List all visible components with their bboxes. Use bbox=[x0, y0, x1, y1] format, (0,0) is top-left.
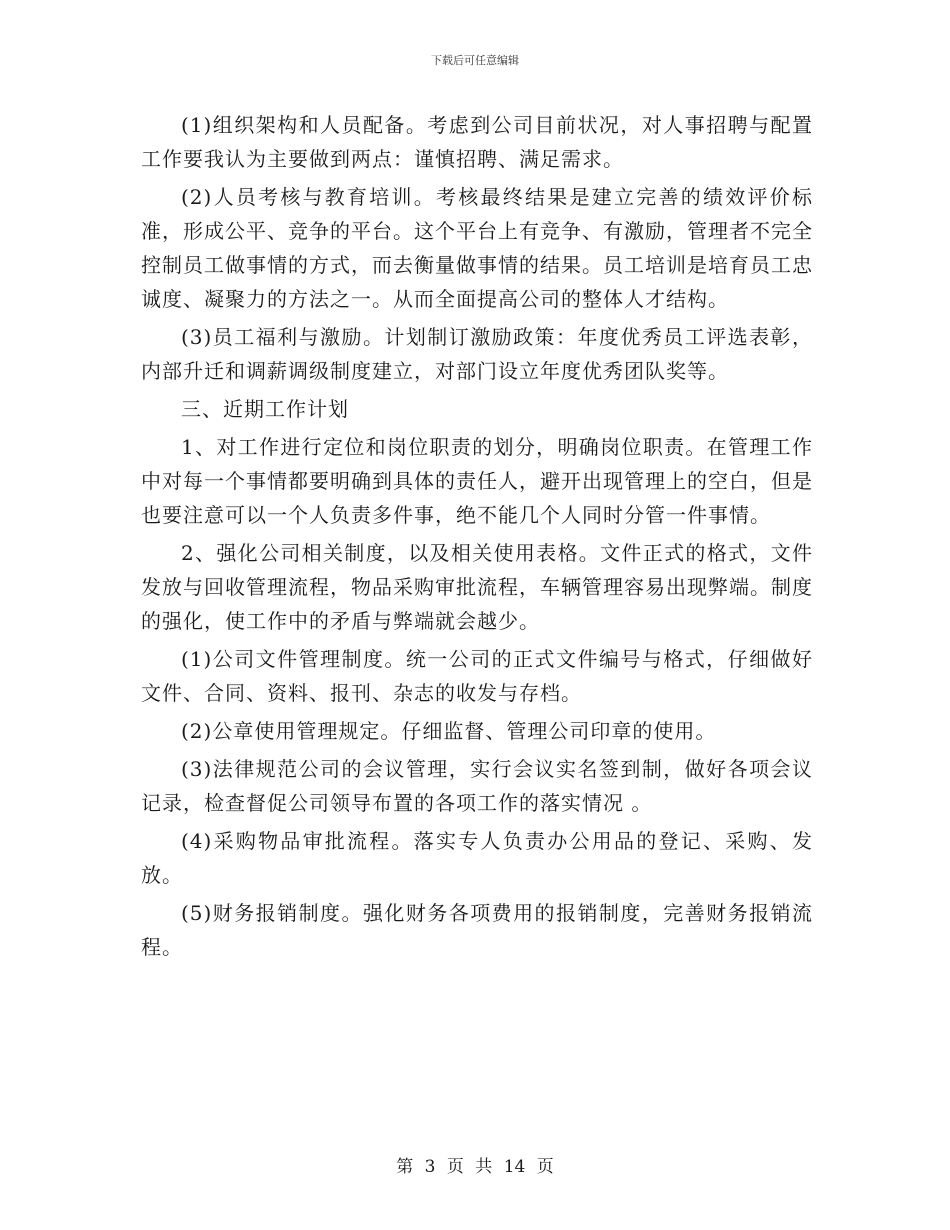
paragraph-procurement-approval: (4)采购物品审批流程。落实专人负责办公用品的登记、采购、发放。 bbox=[141, 829, 813, 887]
paragraph-assessment-training: (2)人员考核与教育培训。考核最终结果是建立完善的绩效评价标准，形成公平、竞争的平台。这个平台上有竞争、有激励，管理者不完全控制员工做事情的方式，而去衡量做事情的结果。员工培训是培育员工忠诚度、凝聚力的方法之一。从而全面提高公司的整体人才结构。 bbox=[141, 185, 813, 311]
paragraph-seal-usage: (2)公章使用管理规定。仔细监督、管理公司印章的使用。 bbox=[181, 719, 717, 743]
page-header: 下载后可任意编辑 bbox=[431, 54, 519, 67]
page-number: 第 3 页 共 14 页 bbox=[396, 1157, 554, 1177]
paragraph-finance-reimbursement: (5)财务报销制度。强化财务各项费用的报销制度，完善财务报销流程。 bbox=[141, 901, 813, 959]
paragraph-strengthen-systems: 2、强化公司相关制度，以及相关使用表格。文件正式的格式，文件发放与回收管理流程，物品采购审批流程，车辆管理容易出现弊端。制度的强化，使工作中的矛盾与弊端就会越少。 bbox=[141, 541, 813, 633]
paragraph-welfare-incentive: (3)员工福利与激励。计划制订激励政策：年度优秀员工评选表彰，内部升迁和调薪调级制度建立，对部门设立年度优秀团队奖等。 bbox=[141, 325, 813, 383]
paragraph-document-management: (1)公司文件管理制度。统一公司的正式文件编号与格式，仔细做好文件、合同、资料、报刊、杂志的收发与存档。 bbox=[141, 647, 813, 705]
section-heading-near-term-plan: 三、近期工作计划 bbox=[181, 397, 349, 421]
paragraph-org-structure: (1)组织架构和人员配备。考虑到公司目前状况，对人事招聘与配置工作要我认为主要做到两点：谨慎招聘、满足需求。 bbox=[141, 113, 813, 171]
paragraph-meeting-management: (3)法律规范公司的会议管理，实行会议实名签到制，做好各项会议记录，检查督促公司领导布置的各项工作的落实情况 。 bbox=[141, 757, 813, 815]
paragraph-job-positioning: 1、对工作进行定位和岗位职责的划分，明确岗位职责。在管理工作中对每一个事情都要明确到具体的责任人，避开出现管理上的空白，但是也要注意可以一个人负责多件事，绝不能几个人同时分管一件事情。 bbox=[141, 435, 813, 527]
document-body bbox=[141, 108, 813, 968]
